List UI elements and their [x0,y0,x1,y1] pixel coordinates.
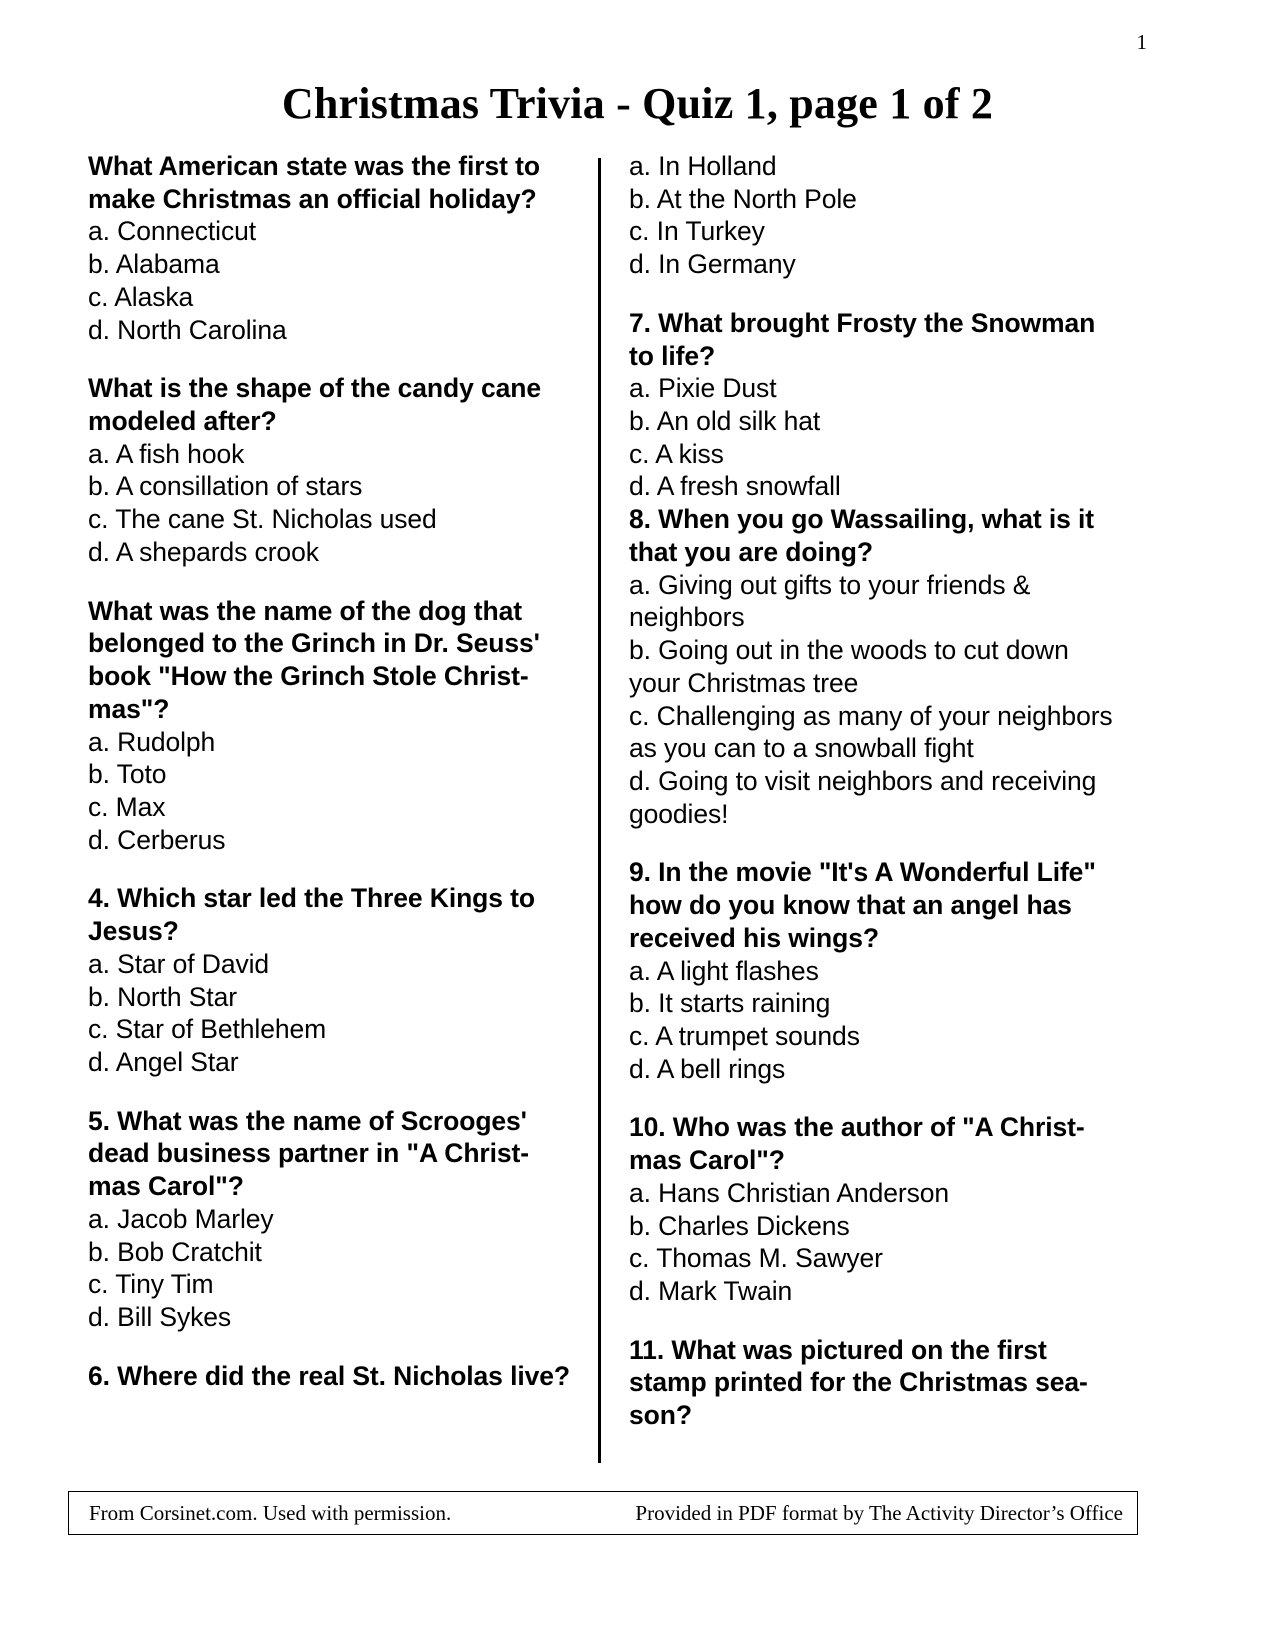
option-c: c. Thomas M. Sawyer [629,1243,883,1274]
option-c: c. The cane St. Nicholas used [88,504,437,535]
question-block [88,372,574,568]
option-b: b. Charles Dickens [629,1210,850,1241]
question-text: 5. What was the name of Scrooges' dead business partner in "A Christ-mas Carol"? [88,1105,529,1202]
question-text: What is the shape of the candy cane modeled after? [88,373,541,437]
right-column [625,150,1125,1432]
option-b: b. At the North Pole [629,183,857,214]
page-number: 1 [1136,30,1147,54]
question-block [88,1105,574,1334]
question-text: What was the name of the dog that belonged to the Grinch in Dr. Seuss' book "How the Grinch Stole Christ-mas"? [88,595,540,724]
option-a: a. Rudolph [88,726,216,757]
question-text: 9. In the movie "It's A Wonderful Life" how do you know that an angel has received his wings? [629,857,1096,953]
question-block [88,882,574,1078]
question-text: What American state was the first to make Christmas an official holiday? [88,151,540,214]
option-d: d. A shepards crook [88,536,319,567]
question-block [629,1334,1125,1432]
option-c: c. A trumpet sounds [629,1020,860,1051]
quiz-columns [88,150,1148,1460]
option-d: d. Angel Star [88,1046,239,1077]
footer-credit-left: From Corsinet.com. Used with permission. [89,1501,452,1525]
option-b: b. Alabama [88,249,220,280]
question-text: 8. When you go Wassailing, what is it that you are doing? [629,504,1095,567]
option-d: d. Bill Sykes [88,1302,232,1332]
question-text: 10. Who was the author of "A Christ-mas Carol"? [629,1112,1085,1176]
option-a: a. A light flashes [629,955,819,986]
question-block [88,1360,574,1393]
question-block [88,150,574,346]
question-block [629,1111,1125,1307]
option-d: d. A fresh snowfall [629,471,841,502]
option-a: a. Pixie Dust [629,373,777,404]
option-b: b. Going out in the woods to cut down your Christmas tree [629,635,1069,698]
option-c: c. A kiss [629,438,724,469]
option-d: d. In Germany [629,249,796,280]
option-a: a. Jacob Marley [88,1203,274,1234]
option-b: b. Bob Cratchit [88,1236,262,1267]
option-a: a. In Holland [629,151,777,181]
option-a: a. A fish hook [88,438,245,469]
option-d: d. Cerberus [88,824,226,855]
option-b: b. Toto [88,759,167,790]
option-a: a. Connecticut [88,216,257,247]
option-c: c. Challenging as many of your neighbors as you can to a snowball fight [629,700,1113,764]
option-a: a. Hans Christian Anderson [629,1177,949,1208]
question-text: 11. What was pictured on the first stamp printed for the Christmas sea-son? [629,1334,1088,1431]
option-c: c. Tiny Tim [88,1269,214,1300]
option-a: a. Giving out gifts to your friends & neighbors [629,569,1031,633]
option-d: d. A bell rings [629,1053,786,1084]
question-text: 7. What brought Frosty the Snowman to life? [629,307,1096,371]
left-column [88,150,588,1392]
option-c: c. Alaska [88,281,194,312]
footer-credit-right: Provided in PDF format by The Activity Director’s Office [635,1501,1123,1525]
page-title: Christmas Trivia - Quiz 1, page 1 of 2 [281,79,994,128]
question-text: 6. Where did the real St. Nicholas live? [88,1360,570,1391]
column-divider [598,158,601,1463]
option-b: b. It starts raining [629,988,831,1019]
option-d: d. Mark Twain [629,1276,793,1306]
option-b: b. A consillation of stars [88,471,363,502]
question-block [629,503,1125,830]
option-d: d. Going to visit neighbors and receiving goodies! [629,765,1097,829]
question-text: 4. Which star led the Three Kings to Jesus? [88,883,535,947]
option-c: c. In Turkey [629,216,765,247]
option-a: a. Star of David [88,948,270,979]
question-block [88,595,574,857]
question-block-continued [629,150,1125,281]
option-c: c. Star of Bethlehem [88,1014,327,1045]
option-d: d. North Carolina [88,314,287,345]
option-c: c. Max [88,791,166,822]
page-footer [68,1491,1138,1535]
option-b: b. An old silk hat [629,406,821,437]
question-block [629,307,1125,503]
option-b: b. North Star [88,981,237,1012]
question-block [629,856,1125,1085]
